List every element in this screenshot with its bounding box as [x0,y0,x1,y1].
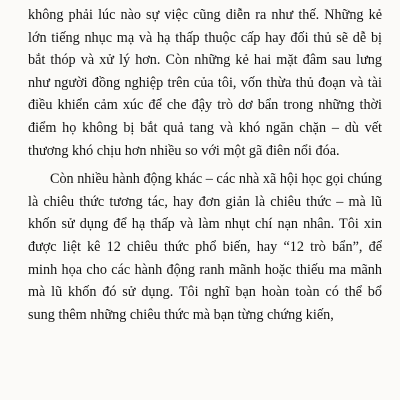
body-text [28,4,382,326]
paragraph-1: không phải lúc nào sự việc cũng diễn ra như thế. Những kẻ lớn tiếng nhục mạ và hạ thấp thuộc cấp hay đối thủ sẽ dễ bị bắt thóp và xử lý hơn. Còn những kẻ hai mặt đâm sau lưng như người đồng nghiệp trên của tôi, vốn thừa thủ đoạn và tài điều khiển cảm xúc để che đậy trò dơ bẩn trong những thời điểm họ không bị bắt quả tang và khó ngăn chặn – dù vết thương khó chịu hơn nhiều so với một gã điên nổi đóa. [28,7,382,159]
paragraph-2: Còn nhiều hành động khác – các nhà xã hội học gọi chúng là chiêu thức tương tác, hay đơn giản là chiêu thức – mà lũ khốn sử dụng để hạ thấp và làm nhụt chí nạn nhân. Tôi xin được liệt kê 12 chiêu thức phổ biến, hay “12 trò bẩn”, để minh họa cho các hành động ranh mãnh hoặc thiếu ma mãnh mà lũ khốn đó sử dụng. Tôi nghĩ bạn hoàn toàn có thể bổ sung thêm những chiêu thức mà bạn từng chứng kiến, [28,171,382,323]
